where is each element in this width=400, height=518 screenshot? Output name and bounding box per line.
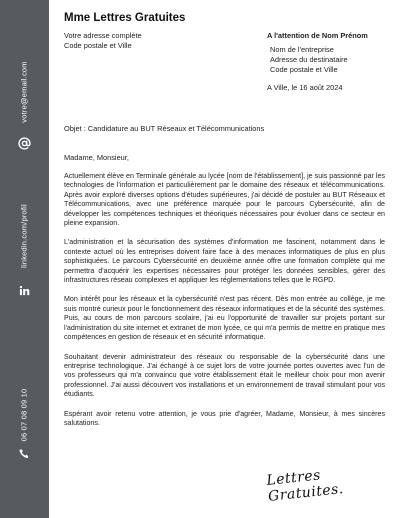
linkedin-icon xyxy=(17,283,31,297)
recipient-company: Nom de l'entreprise xyxy=(270,45,334,54)
sender-name: Mme Lettres Gratuites xyxy=(64,12,186,24)
sidebar-linkedin: linkedin.com/profil xyxy=(19,204,29,268)
contact-sidebar xyxy=(0,0,49,518)
paragraph-3: Mon intérêt pour les réseaux et la cybersécurité n'est pas récent. Dès mon entrée au collège, je me suis montré curieux pour le fonctionnement des réseaux informatiques et de la sécurité des systèmes. Puis, au cours de mon parcours scolaire, j'ai eu l'opportunité de travailler sur projets portant sur l'administration du site internet et extranet de mon lycée, ce qui m'a permis de mettre en pratique mes compétences en gestion de réseaux et en sécurité informatique. xyxy=(64,295,385,342)
sidebar-email: votre@email.com xyxy=(19,61,29,123)
sender-address-block xyxy=(64,31,142,51)
at-sign-icon xyxy=(17,136,31,150)
letter-date: A Ville, le 16 août 2024 xyxy=(267,83,343,92)
paragraph-1: Actuellement élève en Terminale générale au lycée [nom de l'établissement], je suis passionné par les technologies de l'information et particulièrement par le domaine des réseaux et télécommunications. Après avoir exploré diverses options d'études supérieures, j'ai décidé de postuler au BUT Réseaux et Télécommunications, avec une préférence marquée pour le parcours Cybersécurité, afin de développer les compétences techniques et théoriques nécessaires pour évoluer dans ce secteur en pleine expansion. xyxy=(64,172,385,228)
recipient-attention: A l'attention de Nom Prénom xyxy=(267,31,368,40)
sidebar-phone: 06 07 08 09 10 xyxy=(19,388,29,442)
sender-address: Votre adresse complète xyxy=(64,31,142,40)
letter-page xyxy=(64,0,400,518)
recipient-address: Adresse du destinataire xyxy=(270,55,348,64)
paragraph-4: Souhaitant devenir administrateur des réseaux ou responsable de la cybersécurité dans une entreprise technologique. J'ai échangé à ce sujet lors de votre journée portes ouvertes avec l'un de vos professeurs qui m'a convaincu que votre établissement était le meilleur choix pour mon avenir professionnel. J'ai aussi découvert vos installations et un environnement de travail stimulant pour vos étudiants. xyxy=(64,352,385,399)
letter-salutation: Madame, Monsieur, xyxy=(64,153,129,162)
sender-city: Code postale et Ville xyxy=(64,41,132,50)
recipient-block xyxy=(267,31,397,75)
letter-body xyxy=(64,172,385,438)
letter-object: Objet : Candidature au BUT Réseaux et Télécommunications xyxy=(64,124,265,133)
phone-icon xyxy=(17,447,31,461)
paragraph-5: Espérant avoir retenu votre attention, je vous prie d'agréer, Madame, Monsieur, à mes sincères salutations. xyxy=(64,409,385,427)
handwritten-signature: Lettres Gratuites. xyxy=(265,467,345,505)
paragraph-2: L'administration et la sécurisation des systèmes d'information me fascinent, notamment dans le contexte actuel où les entreprises doivent faire face à des menaces informatiques de plus en plus sophistiquées. Le parcours Cybersécurité en deuxième année offre une formation complète qui me permettra d'acquérir les expertises nécessaires pour protéger les données sensibles, gérer des infrastructures réseau complexes et appliquer les réglementations telles que le RGPD. xyxy=(64,238,385,285)
recipient-city: Code postale et Ville xyxy=(270,65,338,74)
